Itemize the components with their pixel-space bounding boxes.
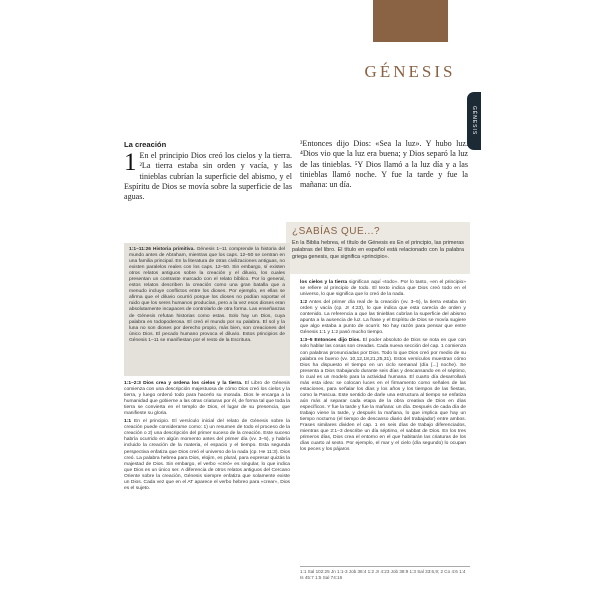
scripture-text-left: En el principio Dios creó los cielos y la tierra. ²La tierra estaba sin orden y vacía, y las tinieblas cubrían la superficie del abismo, y el Espíritu de Dios se movía sobre la superficie de las aguas.	[124, 151, 292, 202]
side-tab-label: GÉNESIS	[471, 106, 477, 136]
note-heading: los cielos y la tierra	[300, 280, 348, 285]
header-color-block	[373, 0, 448, 42]
did-you-know-title: ¿SABÍAS QUE...?	[292, 226, 381, 237]
scripture-column-left	[124, 151, 292, 202]
note-ref: 1:1–2:3	[124, 381, 141, 386]
note-text: significan aquí «todo». Por lo tanto, «en el principio» se refiere al principio de todo. El texto indica que Dios creó todo en el universo, lo que significa que lo creó de la nada.	[300, 280, 467, 298]
note-text: Génesis 1–11 comprende la historia del mundo antes de Abraham, mientras que los caps. 12–50 se centran en una familia principal. En la literatura de otras civilizaciones antiguas, no existen paralelos reales con los caps. 12–50. Sin embargo, sí existen otros relatos antiguos sobre la creación y el diluvio, los cuales presentan un contraste marcado con el relato bíblico. Por lo general, estos relatos describen la creación como una gran batalla que a menudo incluye conflictos entre los dioses. Por ejemplo, en ellas se afirma que el diluvio ocurrió porque los dioses no podían soportar el ruido que los seres humanos producían, pero a la vez esos dioses eran absolutamente incapaces de controlarlo de otra forma. Las enseñanzas de Génesis refutan historias como estas. Solo hay un Dios, cuya palabra es todopoderosa. El creó el mundo por su palabra. El sol y la luna no son dioses por derecho propio, más bien, son creaciones del único Dios. El pecado humano provoca el diluvio. Estos principios de Génesis 1–11 se manifiestan por el resto de la Escritura.	[129, 247, 285, 343]
book-title: GÉNESIS	[364, 62, 456, 81]
note-ref: 1:1	[124, 419, 132, 425]
note-ref: 1:3–5	[300, 338, 313, 344]
note-text: En el principio. El versículo inicial del relato de Génesis sobre la creación puede considerarse como: 1) un resumen de todo el proceso de la creación o 2) una descripción del primer suceso de la creación. Este suceso habría ocurrido en algún momento antes del primer día (vv. 3–5), y habría incluido la creación de la materia, el espacio y el tiempo. Esta segunda perspectiva enfatiza que Dios creó el universo de la nada (cp. He 11:3). Dios creó. La palabra hebrea para Dios, elojim, es plural, para expresar quizás la majestad de Dios. Sin embargo, el verbo «creó» es singular, lo que indica que Dios es un único ser. A diferencia de otros relatos antiguos del Cercano Oriente sobre la creación, Génesis siempre enfatiza que solamente existe un Dios. Cada vez que en el AT aparece el verbo hebreo para «crear», Dios es el sujeto.	[124, 419, 291, 491]
note-heading: Entonces dijo Dios.	[314, 338, 361, 344]
study-note	[300, 300, 466, 336]
note-ref: 1:1–11:26	[129, 247, 152, 252]
note-heading: Historia primitiva.	[152, 247, 195, 252]
chapter-number: 1	[124, 149, 137, 176]
note-text: El poder absoluto de Dios se nota en que con solo hablar las cosas son creadas. Cada nueva sección del cap. 1 comienza con palabras pronunciadas por Dios. Todo lo que Dios creó por medio de su palabra es bueno (vv. 10,12,18,21,25,31). Estos versículos muestran cómo Dios ha dispuesto el tiempo en un ciclo semanal (día [...] noche). Se presenta a Dios trabajando durante seis días y descansando en el séptimo, lo cual es un modelo para la actividad humana. El cuarto día desarrollará más esta idea: se colocan luces en el firmamento como señales de las estaciones, para señalar los días y los años y los tiempos de las fiestas, como la Pascua. Este sentido de darle una estructura al tiempo se enfatiza aún más al separar cada etapa de la obra creativa de Dios en días específicos. Y fue la tarde y fue la mañana: un día. Después de cada día de trabajo viene la tarde, y después la mañana, lo que implica que hay un tiempo nocturno (el tiempo de descanso diario del trabajador) entre ambos. Frases similares dividen el cap. 1 en seis días de trabajo diferenciados, mientras que 2:1–3 describe un día séptimo, el sabbat de Dios. En los tres primeros días, Dios crea el entorno en el que habitarán las criaturas de los días cuarto al sexto. Por ejemplo, el mar y el cielo (día segundo) lo ocupan los peces y los pájaros	[300, 338, 467, 453]
study-note	[124, 381, 290, 417]
study-note	[124, 419, 290, 492]
cross-references: 1:1 Sal 102:25 Jn 1:1-3 Job 38:4 1:2 Jr 4:23 Job 38:9 1:3 Sal 33:6,9; 2 Co 4:6 1:4 Is 45:7 1:5 Sal 74:16	[300, 566, 470, 580]
study-note	[300, 280, 466, 298]
scripture-text-right: ³Entonces dijo Dios: «Sea la luz». Y hubo luz. ⁴Dios vio que la luz era buena; y Dios separó la luz de las tinieblas. ⁵Y Dios llamó a la luz día y a las tinieblas llamó noche. Y fue la tarde y fue la mañana: un día.	[300, 139, 468, 190]
note-ref: 1:2	[300, 300, 308, 306]
note-text: Antes del primer día real de la creación (vv. 3–5), la tierra estaba sin orden y vacía (cp. Jr 4:23), lo que indica que esta carecía de orden y contenido. La referencia a que las tinieblas cubrían la superficie del abismo apunta a la ausencia de luz. La frase y el Espíritu de Dios se movía sugiere que algo estaba a punto de ocurrir. No hay razón para pensar que entre Génesis 1:1 y 1:2 pasó mucho tiempo.	[300, 300, 466, 336]
primitive-history-note	[124, 243, 290, 376]
study-notes-right	[300, 280, 466, 455]
study-notes-left	[124, 381, 290, 494]
did-you-know-box	[286, 222, 470, 274]
scripture-column-right	[300, 139, 468, 190]
side-tab	[467, 92, 481, 150]
section-title: La creación	[124, 140, 167, 149]
study-note	[300, 338, 466, 453]
note-text: El Libro de Génesis comienza con una descripción majestuosa de cómo Dios creó los cielos y la tierra, y luego ordenó todo para hacerlo su morada. Dios le encarga a la humanidad que gobierne a las otras criaturas por él, de forma tal que toda la tierra se convierta en el templo de Dios, el lugar de su presencia, que manifieste su gloria.	[124, 381, 291, 417]
note-heading: Dios crea y ordena los cielos y la tierra.	[143, 381, 243, 386]
did-you-know-body: En la Biblia hebrea, el título de Génesis es En el principio, las primeras palabras del libro. El título en español está relacionado con la palabra griega genesis, que significa «principio».	[292, 240, 464, 260]
